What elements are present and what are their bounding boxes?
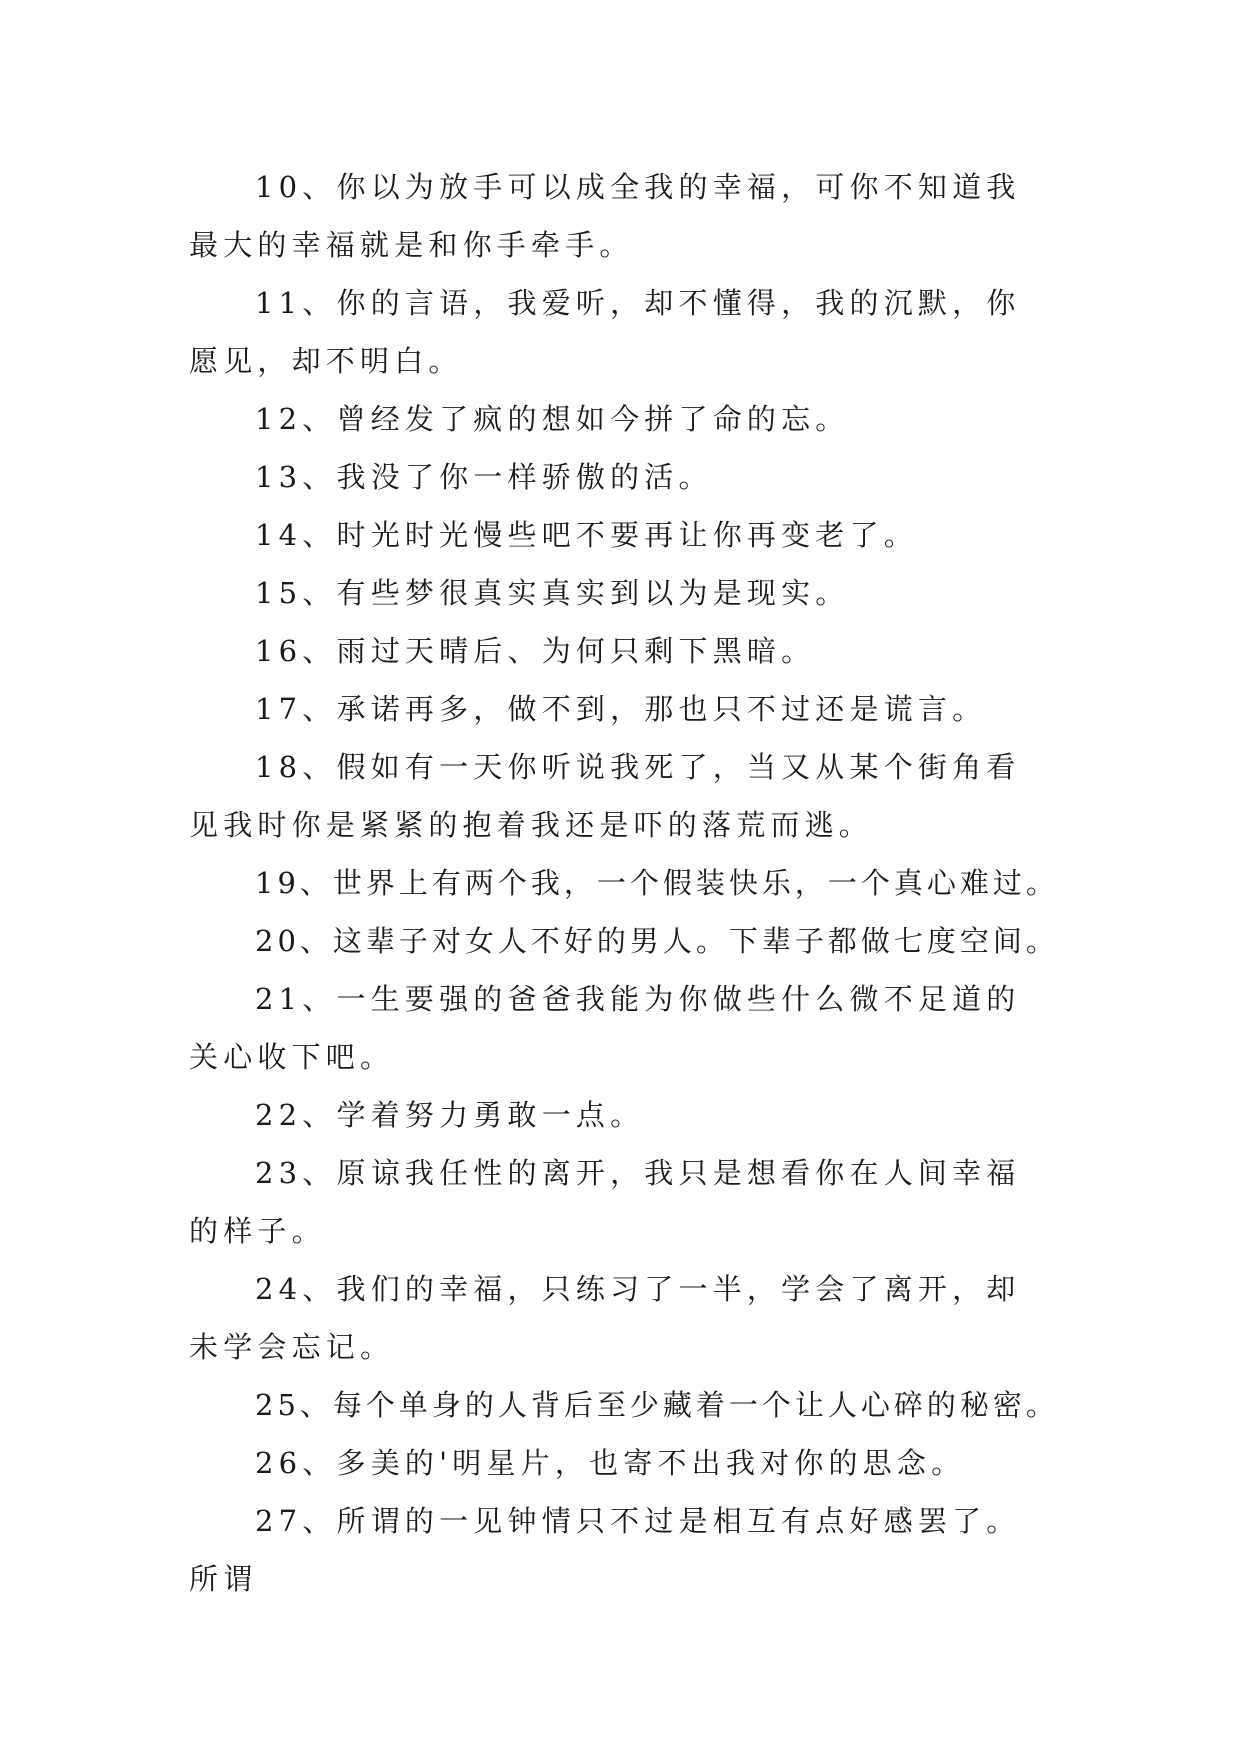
document-body	[189, 158, 1059, 1608]
paragraph-23: 23、原谅我任性的离开，我只是想看你在人间幸福的样子。	[189, 1156, 1021, 1248]
paragraph-11: 11、你的言语，我爱听，却不懂得，我的沉默，你愿见，却不明白。	[189, 286, 1021, 378]
paragraph-10: 10、你以为放手可以成全我的幸福，可你不知道我最大的幸福就是和你手牵手。	[189, 170, 1021, 262]
paragraph-27: 27、所谓的一见钟情只不过是相互有点好感罢了。所谓	[189, 1504, 1021, 1596]
paragraph-19: 19、世界上有两个我，一个假装快乐，一个真心难过。	[255, 866, 1059, 900]
paragraph-25: 25、每个单身的人背后至少藏着一个让人心碎的秘密。	[255, 1388, 1059, 1422]
paragraph-24: 24、我们的幸福，只练习了一半，学会了离开，却未学会忘记。	[189, 1272, 1021, 1364]
paragraph-26: 26、多美的'明星片，也寄不出我对你的思念。	[255, 1446, 966, 1480]
paragraph-14: 14、时光时光慢些吧不要再让你再变老了。	[255, 518, 918, 552]
paragraph-12: 12、曾经发了疯的想如今拼了命的忘。	[255, 402, 850, 436]
paragraph-17: 17、承诺再多，做不到，那也只不过还是谎言。	[255, 692, 987, 726]
paragraph-13: 13、我没了你一样骄傲的活。	[255, 460, 713, 494]
paragraph-22: 22、学着努力勇敢一点。	[255, 1098, 645, 1132]
paragraph-18: 18、假如有一天你听说我死了，当又从某个街角看见我时你是紧紧的抱着我还是吓的落荒而逃。	[189, 750, 1021, 842]
paragraph-21: 21、一生要强的爸爸我能为你做些什么微不足道的关心收下吧。	[189, 982, 1021, 1074]
paragraph-15: 15、有些梦很真实真实到以为是现实。	[255, 576, 850, 610]
paragraph-16: 16、雨过天晴后、为何只剩下黑暗。	[255, 634, 816, 668]
paragraph-20: 20、这辈子对女人不好的男人。下辈子都做七度空间。	[255, 924, 1059, 958]
